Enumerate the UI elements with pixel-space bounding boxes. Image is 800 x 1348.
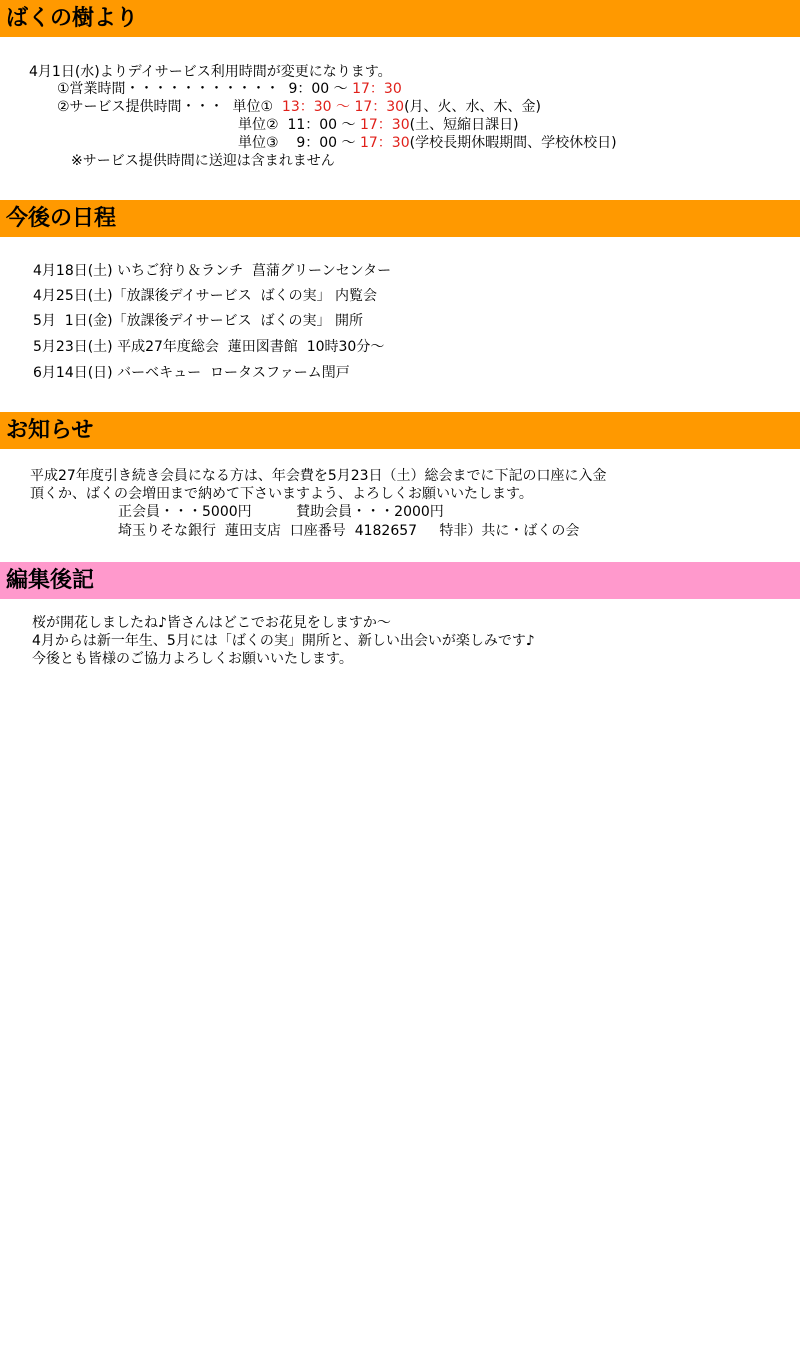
section-title: 編集後記 <box>6 568 95 593</box>
unit3-line <box>238 135 617 152</box>
afterword-line-2: 4月からは新一年生、5月には「ばくの実」開所と、新しい出会いが楽しみです♪ <box>32 633 535 649</box>
unit2-end: 17：30 <box>359 117 410 133</box>
notice-line-1: 平成27年度引き続き会員になる方は、年会費を5月23日（土）総会までに下記の口座に入金 <box>30 468 607 484</box>
unit1-time: 13：30 ～ 17：30 <box>281 99 405 115</box>
schedule-item: 5月23日(土) 平成27年度総会 蓮田図書館 10時30分～ <box>33 339 385 355</box>
unit1-days: (月、火、水、木、金) <box>404 99 542 115</box>
service-hours-label: ②サービス提供時間・・・ <box>57 99 224 115</box>
afterword-line-3: 今後とも皆様のご協力よろしくお願いいたします。 <box>32 651 353 667</box>
afterword-line-1: 桜が開花しましたね♪皆さんはどこでお花見をしますか～ <box>32 615 391 631</box>
schedule-item: 5月 1日(金)「放課後デイサービス ばくの実」 開所 <box>33 313 364 329</box>
unit2-days: (土、短縮日課日) <box>409 117 519 133</box>
section-header-afterword <box>0 562 800 599</box>
business-hours-line <box>57 81 402 98</box>
section-title: ばくの樹より <box>6 6 139 31</box>
section-title: お知らせ <box>6 418 94 443</box>
unit3-days: (学校長期休暇期間、学校休校日) <box>409 135 617 151</box>
section-header-bakunoki <box>0 0 800 37</box>
unit2-start: 11：00 ～ <box>287 117 360 133</box>
business-hours-start: 9：00 ～ <box>288 81 353 97</box>
bank-account: 埼玉りそな銀行 蓮田支店 口座番号 4182657 <box>118 523 418 539</box>
account-holder: 特非）共に・ばくの会 <box>439 523 580 539</box>
unit1-label: 単位① <box>232 99 282 115</box>
unit2-label: 単位② <box>238 117 288 133</box>
business-hours-label: ①営業時間・・・・・・・・・・・ <box>57 81 280 97</box>
fee-support: 賛助会員・・・2000円 <box>296 504 444 520</box>
section-title: 今後の日程 <box>6 206 117 231</box>
service-hours-line <box>57 99 541 116</box>
unit3-start: 9：00 ～ <box>296 135 360 151</box>
transport-note: ※サービス提供時間に送迎は含まれません <box>71 153 335 169</box>
bank-account-line <box>118 523 579 540</box>
unit3-end: 17：30 <box>359 135 410 151</box>
schedule-item: 4月18日(土) いちご狩り＆ランチ 菖蒲グリーンセンター <box>33 263 392 279</box>
schedule-item: 6月14日(日) バーベキュー ロータスファーム閏戸 <box>33 365 350 381</box>
notice-line-2: 頂くか、ばくの会増田まで納めて下さいますよう、よろしくお願いいたします。 <box>30 486 533 502</box>
membership-fees <box>118 504 444 521</box>
business-hours-end: 17：30 <box>352 81 402 97</box>
section-header-schedule <box>0 200 800 237</box>
service-change-intro: 4月1日(水)よりデイサービス利用時間が変更になります。 <box>29 64 392 80</box>
section-header-notice <box>0 412 800 449</box>
schedule-item: 4月25日(土)「放課後デイサービス ばくの実」 内覧会 <box>33 288 378 304</box>
unit3-label: 単位③ <box>238 135 297 151</box>
unit2-line <box>238 117 519 134</box>
fee-regular: 正会員・・・5000円 <box>118 504 252 520</box>
